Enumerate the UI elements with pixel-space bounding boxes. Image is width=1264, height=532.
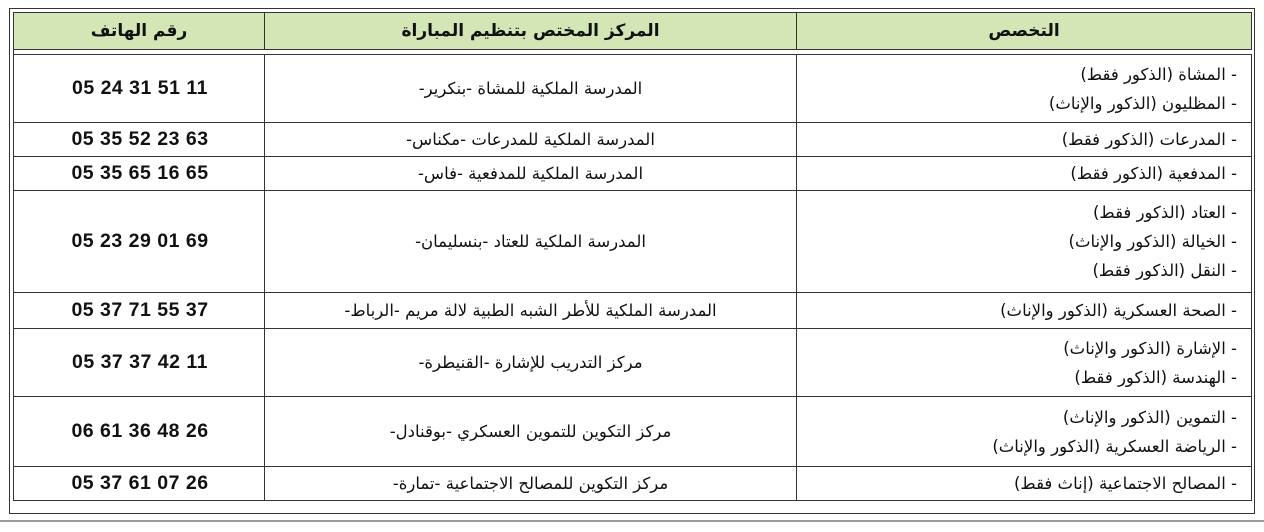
center-cell: مركز التدريب للإشارة -القنيطرة- [265,329,797,397]
header-row [14,13,1252,50]
specialty-cell [797,293,1252,329]
recruitment-centers-table [13,12,1252,501]
specialty-item: - التموين (الذكور والإناث) [1062,407,1237,427]
phone-cell: 05 24 31 51 11 [14,55,265,123]
header-center: المركز المختص بتنظيم المباراة [265,13,797,50]
table-row [14,191,1252,293]
phone-cell: 05 37 37 42 11 [14,329,265,397]
phone-cell: 05 35 65 16 65 [14,157,265,191]
specialty-cell [797,157,1252,191]
table-row [14,329,1252,397]
table-row [14,467,1252,501]
specialty-item: - النقل (الذكور فقط) [1092,261,1237,280]
header-phone: رقم الهاتف [14,13,265,50]
specialty-cell [797,123,1252,157]
specialty-cell [797,329,1252,397]
specialty-cell [797,191,1252,293]
table-row [14,157,1252,191]
phone-cell: 06 61 36 48 26 [14,397,265,467]
specialty-item: - المظليون (الذكور والإناث) [1048,93,1237,113]
table-row [14,55,1252,123]
center-cell: مركز التكوين للتموين العسكري -بوقنادل- [265,397,797,467]
specialty-item: - الهندسة (الذكور فقط) [1074,367,1237,387]
specialty-item: - الإشارة (الذكور والإناث) [1063,338,1237,358]
specialty-cell [797,467,1252,501]
center-cell: المدرسة الملكية للمشاة -بنكرير- [265,55,797,123]
specialty-item: - المدفعية (الذكور فقط) [1070,164,1237,183]
center-cell: المدرسة الملكية للمدفعية -فاس- [265,157,797,191]
center-cell: المدرسة الملكية للعتاد -بنسليمان- [265,191,797,293]
specialty-cell [797,55,1252,123]
center-cell: المدرسة الملكية للأطر الشبه الطبية لالة مريم -الرباط- [265,293,797,329]
phone-cell: 05 35 52 23 63 [14,123,265,157]
specialty-item: - المدرعات (الذكور فقط) [1061,130,1237,149]
specialty-item: - الرياضة العسكرية (الذكور والإناث) [992,436,1237,456]
center-cell: مركز التكوين للمصالح الاجتماعية -تمارة- [265,467,797,501]
center-cell: المدرسة الملكية للمدرعات -مكناس- [265,123,797,157]
specialty-item: - المشاة (الذكور فقط) [1080,64,1237,84]
specialty-item: - الخيالة (الذكور والإناث) [1068,232,1237,251]
specialty-item: - المصالح الاجتماعية (إناث فقط) [1013,474,1237,493]
phone-cell: 05 37 61 07 26 [14,467,265,501]
table-row [14,293,1252,329]
phone-cell: 05 23 29 01 69 [14,191,265,293]
specialty-item: - العتاد (الذكور فقط) [1092,203,1237,222]
table-row [14,397,1252,467]
bottom-divider [0,520,1264,522]
specialty-item: - الصحة العسكرية (الذكور والإناث) [1000,301,1237,320]
specialty-cell [797,397,1252,467]
phone-cell: 05 37 71 55 37 [14,293,265,329]
table-row [14,123,1252,157]
header-specialty: التخصص [797,13,1252,50]
